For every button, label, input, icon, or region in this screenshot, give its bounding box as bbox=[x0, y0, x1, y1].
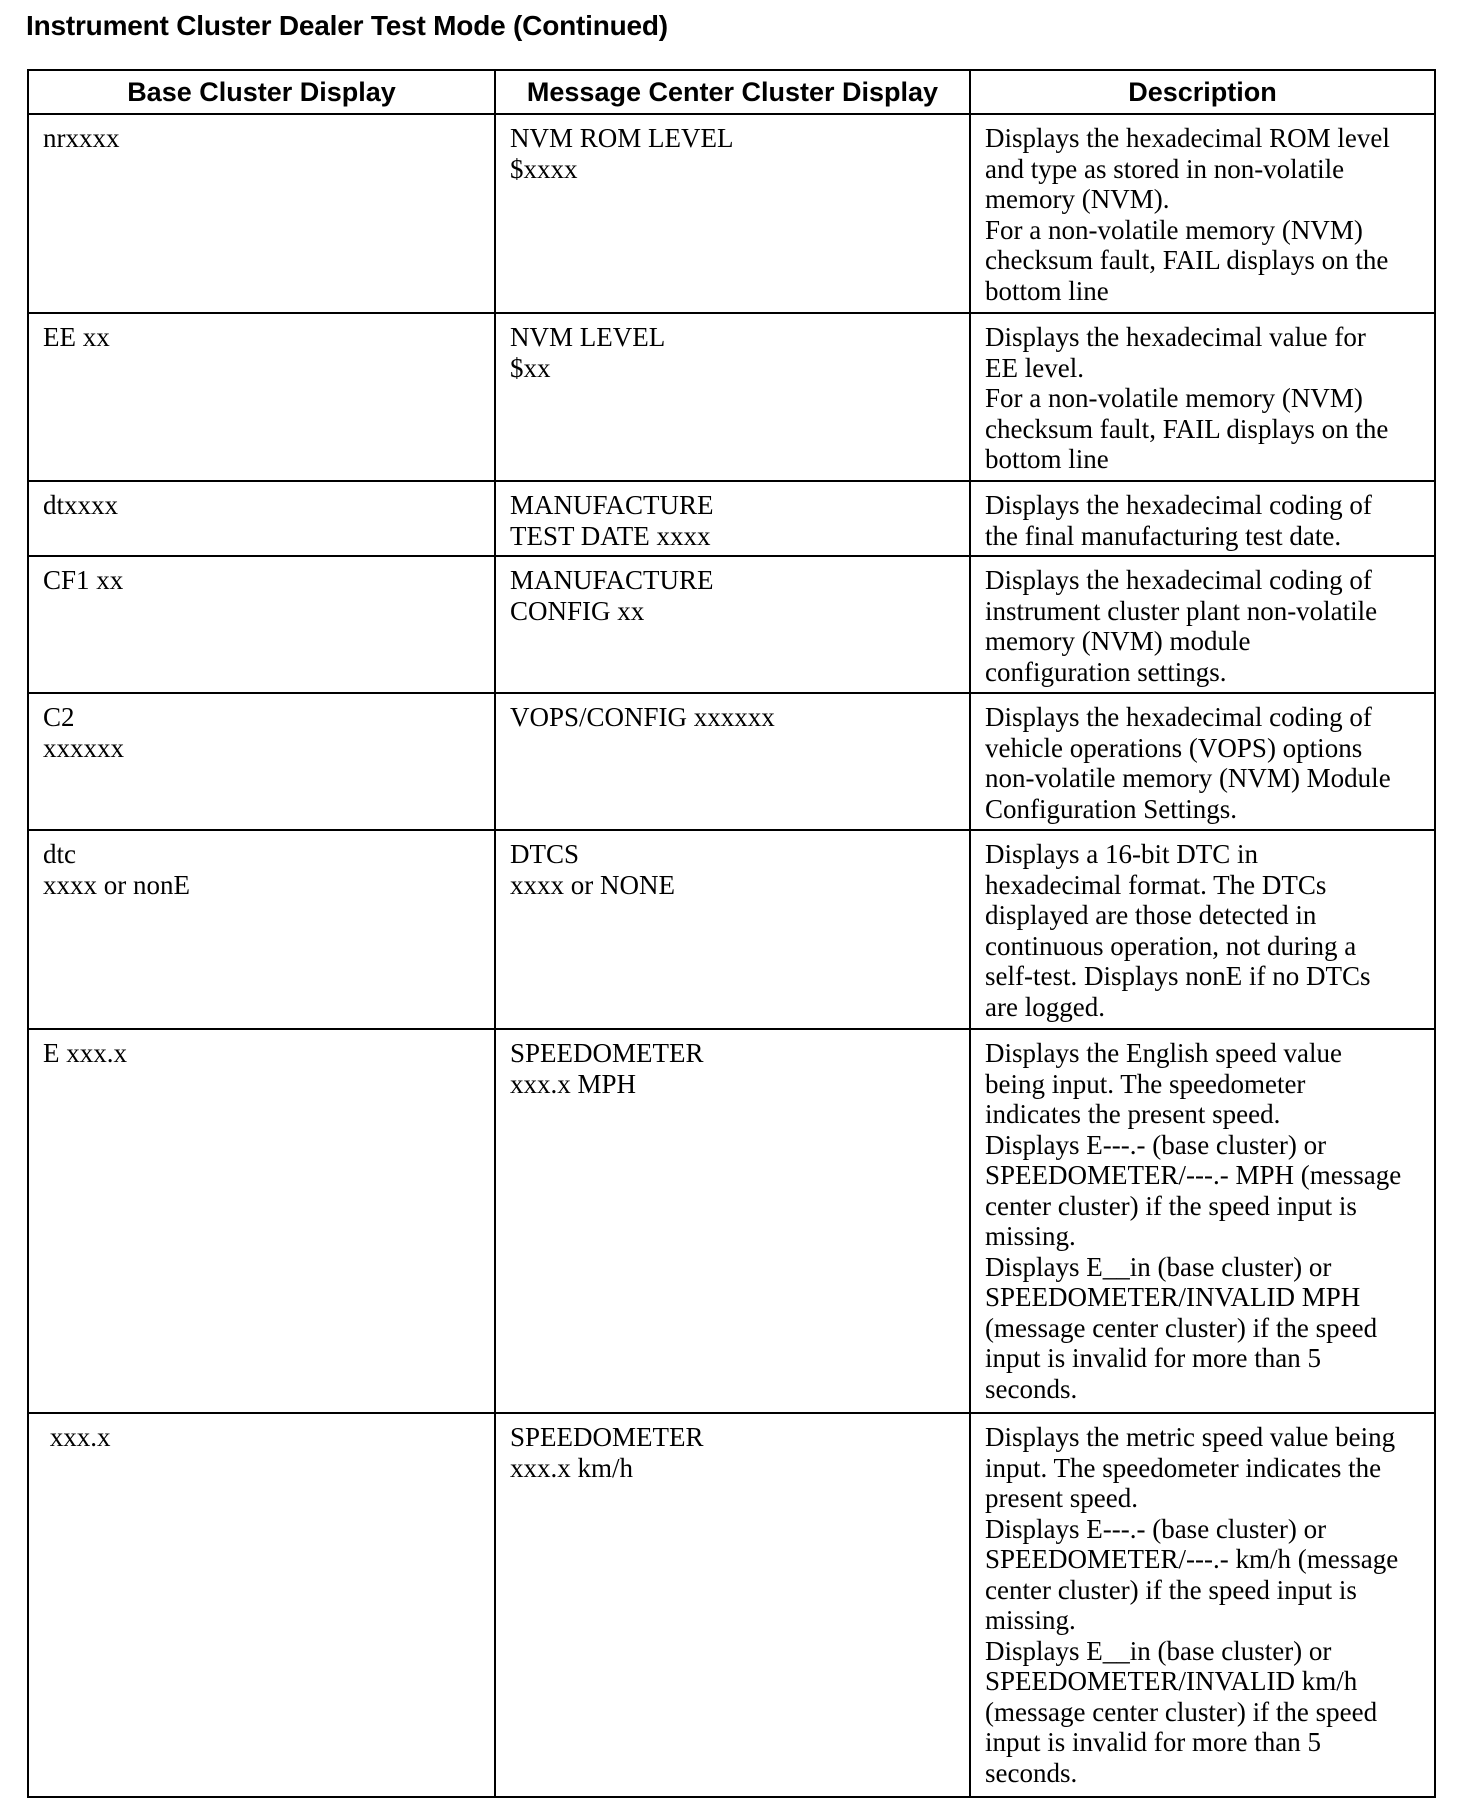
cell-text-line: $xx bbox=[510, 352, 551, 383]
cell-text-line: Displays E__in (base cluster) or bbox=[985, 1635, 1332, 1666]
cell-text-line: instrument cluster plant non-volatile bbox=[985, 595, 1378, 626]
description-cell bbox=[970, 693, 1435, 830]
cell-text-line: Displays the hexadecimal ROM level bbox=[985, 123, 1390, 153]
cell-text-line: bottom line bbox=[985, 444, 1109, 474]
cell-text-line: (message center cluster) if the speed bbox=[985, 1696, 1378, 1727]
cell-text-line: (message center cluster) if the speed bbox=[985, 1312, 1378, 1343]
cell-text-line: Displays E__in (base cluster) or bbox=[985, 1251, 1332, 1282]
cell-text-line: xxx.x MPH bbox=[510, 1068, 637, 1099]
table-row bbox=[28, 1413, 1435, 1797]
description-cell bbox=[970, 481, 1435, 556]
cell-text-line: being input. The speedometer bbox=[985, 1068, 1306, 1099]
cell-text-line: memory (NVM). bbox=[985, 184, 1170, 214]
table-row bbox=[28, 1029, 1435, 1413]
table-row bbox=[28, 556, 1435, 693]
cell-text-line: MANUFACTURE bbox=[510, 490, 714, 520]
cell-text-line: non-volatile memory (NVM) Module bbox=[985, 763, 1391, 793]
cell-text-line: DTCS bbox=[510, 839, 580, 869]
cell-text-line: Displays the hexadecimal coding of bbox=[985, 565, 1372, 595]
dealer-test-mode-table bbox=[27, 69, 1436, 1798]
cell-text-line: seconds. bbox=[985, 1757, 1078, 1788]
cell-text-line: present speed. bbox=[985, 1483, 1138, 1513]
cell-text-line: xxxx or nonE bbox=[43, 869, 190, 900]
cell-text-line: NVM LEVEL bbox=[510, 322, 666, 352]
cell-text-line: xxx.x bbox=[43, 1422, 111, 1452]
cell-text-line: MANUFACTURE bbox=[510, 565, 714, 595]
message-center-display-cell bbox=[495, 830, 970, 1029]
cell-text-line: E xxx.x bbox=[43, 1038, 127, 1068]
cell-text-line: NVM ROM LEVEL bbox=[510, 123, 734, 153]
cell-text-line: SPEEDOMETER bbox=[510, 1422, 704, 1452]
cell-text-line: Displays E---.- (base cluster) or bbox=[985, 1513, 1327, 1544]
cell-text-line: seconds. bbox=[985, 1373, 1078, 1404]
cell-text-line: displayed are those detected in bbox=[985, 900, 1317, 930]
cell-text-line: xxxx or NONE bbox=[510, 869, 675, 900]
message-center-display-cell bbox=[495, 481, 970, 556]
cell-text-line: Displays the metric speed value being bbox=[985, 1422, 1396, 1452]
cell-text-line: CONFIG xx bbox=[510, 595, 645, 626]
message-center-display-cell bbox=[495, 556, 970, 693]
description-cell bbox=[970, 1413, 1435, 1797]
cell-text-line: Displays E---.- (base cluster) or bbox=[985, 1129, 1327, 1160]
cell-text-line: EE xx bbox=[43, 322, 110, 352]
cell-text-line: Displays the hexadecimal coding of bbox=[985, 702, 1372, 732]
cell-text-line: missing. bbox=[985, 1605, 1076, 1635]
cell-text-line: input is invalid for more than 5 bbox=[985, 1343, 1321, 1373]
cell-text-line: Configuration Settings. bbox=[985, 793, 1237, 824]
cell-text-line: continuous operation, not during a bbox=[985, 930, 1357, 961]
base-cluster-display-cell bbox=[28, 1029, 495, 1413]
cell-text-line: dtc bbox=[43, 839, 76, 869]
cell-text-line: checksum fault, FAIL displays on the bbox=[985, 413, 1389, 444]
cell-text-line: xxx.x km/h bbox=[510, 1452, 634, 1483]
cell-text-line: checksum fault, FAIL displays on the bbox=[985, 245, 1389, 275]
cell-text-line: SPEEDOMETER/---.- km/h (message bbox=[985, 1544, 1399, 1574]
cell-text-line: indicates the present speed. bbox=[985, 1099, 1281, 1129]
cell-text-line: C2 bbox=[43, 702, 75, 732]
table-row bbox=[28, 481, 1435, 556]
cell-text-line: TEST DATE xxxx bbox=[510, 520, 711, 551]
cell-text-line: and type as stored in non-volatile bbox=[985, 153, 1345, 184]
base-cluster-display-cell bbox=[28, 1413, 495, 1797]
base-cluster-display-cell bbox=[28, 556, 495, 693]
cell-text-line: input is invalid for more than 5 bbox=[985, 1727, 1321, 1757]
description-cell bbox=[970, 313, 1435, 481]
table-header-row bbox=[28, 70, 1435, 114]
description-cell bbox=[970, 556, 1435, 693]
message-center-display-cell bbox=[495, 313, 970, 481]
table-row bbox=[28, 693, 1435, 830]
column-header-message-center-cluster-display: Message Center Cluster Display bbox=[495, 70, 970, 114]
table-row bbox=[28, 830, 1435, 1029]
cell-text-line: Displays the hexadecimal value for bbox=[985, 322, 1366, 352]
cell-text-line: center cluster) if the speed input is bbox=[985, 1190, 1357, 1221]
cell-text-line: SPEEDOMETER/INVALID MPH bbox=[985, 1282, 1361, 1312]
cell-text-line: EE level. bbox=[985, 352, 1084, 383]
cell-text-line: vehicle operations (VOPS) options bbox=[985, 732, 1363, 763]
cell-text-line: Displays the hexadecimal coding of bbox=[985, 490, 1372, 520]
cell-text-line: memory (NVM) module bbox=[985, 626, 1251, 656]
cell-text-line: Displays a 16-bit DTC in bbox=[985, 839, 1258, 869]
cell-text-line: input. The speedometer indicates the bbox=[985, 1452, 1382, 1483]
cell-text-line: configuration settings. bbox=[985, 656, 1227, 687]
cell-text-line: are logged. bbox=[985, 991, 1105, 1022]
message-center-display-cell bbox=[495, 693, 970, 830]
cell-text-line: For a non-volatile memory (NVM) bbox=[985, 383, 1363, 413]
cell-text-line: self-test. Displays nonE if no DTCs bbox=[985, 961, 1371, 991]
cell-text-line: missing. bbox=[985, 1221, 1076, 1251]
base-cluster-display-cell bbox=[28, 693, 495, 830]
cell-text-line: bottom line bbox=[985, 275, 1109, 306]
cell-text-line: dtxxxx bbox=[43, 490, 119, 520]
cell-text-line: hexadecimal format. The DTCs bbox=[985, 869, 1327, 900]
message-center-display-cell bbox=[495, 1029, 970, 1413]
base-cluster-display-cell bbox=[28, 481, 495, 556]
cell-text-line: For a non-volatile memory (NVM) bbox=[985, 214, 1363, 245]
cell-text-line: nrxxxx bbox=[43, 123, 120, 153]
table-row bbox=[28, 114, 1435, 313]
description-cell bbox=[970, 830, 1435, 1029]
message-center-display-cell bbox=[495, 1413, 970, 1797]
page-title: Instrument Cluster Dealer Test Mode (Continued) bbox=[26, 10, 668, 41]
cell-text-line: the final manufacturing test date. bbox=[985, 520, 1342, 551]
cell-text-line: xxxxxx bbox=[43, 732, 124, 763]
base-cluster-display-cell bbox=[28, 114, 495, 313]
description-cell bbox=[970, 1029, 1435, 1413]
column-header-description: Description bbox=[970, 70, 1435, 114]
cell-text-line: SPEEDOMETER/---.- MPH (message bbox=[985, 1160, 1402, 1190]
column-header-base-cluster-display: Base Cluster Display bbox=[28, 70, 495, 114]
table-row bbox=[28, 313, 1435, 481]
cell-text-line: center cluster) if the speed input is bbox=[985, 1574, 1357, 1605]
cell-text-line: SPEEDOMETER/INVALID km/h bbox=[985, 1666, 1358, 1696]
cell-text-line: VOPS/CONFIG xxxxxx bbox=[510, 702, 775, 732]
cell-text-line: CF1 xx bbox=[43, 565, 124, 595]
cell-text-line: SPEEDOMETER bbox=[510, 1038, 704, 1068]
cell-text-line: Displays the English speed value bbox=[985, 1038, 1342, 1068]
cell-text-line: $xxxx bbox=[510, 153, 578, 184]
description-cell bbox=[970, 114, 1435, 313]
base-cluster-display-cell bbox=[28, 313, 495, 481]
base-cluster-display-cell bbox=[28, 830, 495, 1029]
message-center-display-cell bbox=[495, 114, 970, 313]
